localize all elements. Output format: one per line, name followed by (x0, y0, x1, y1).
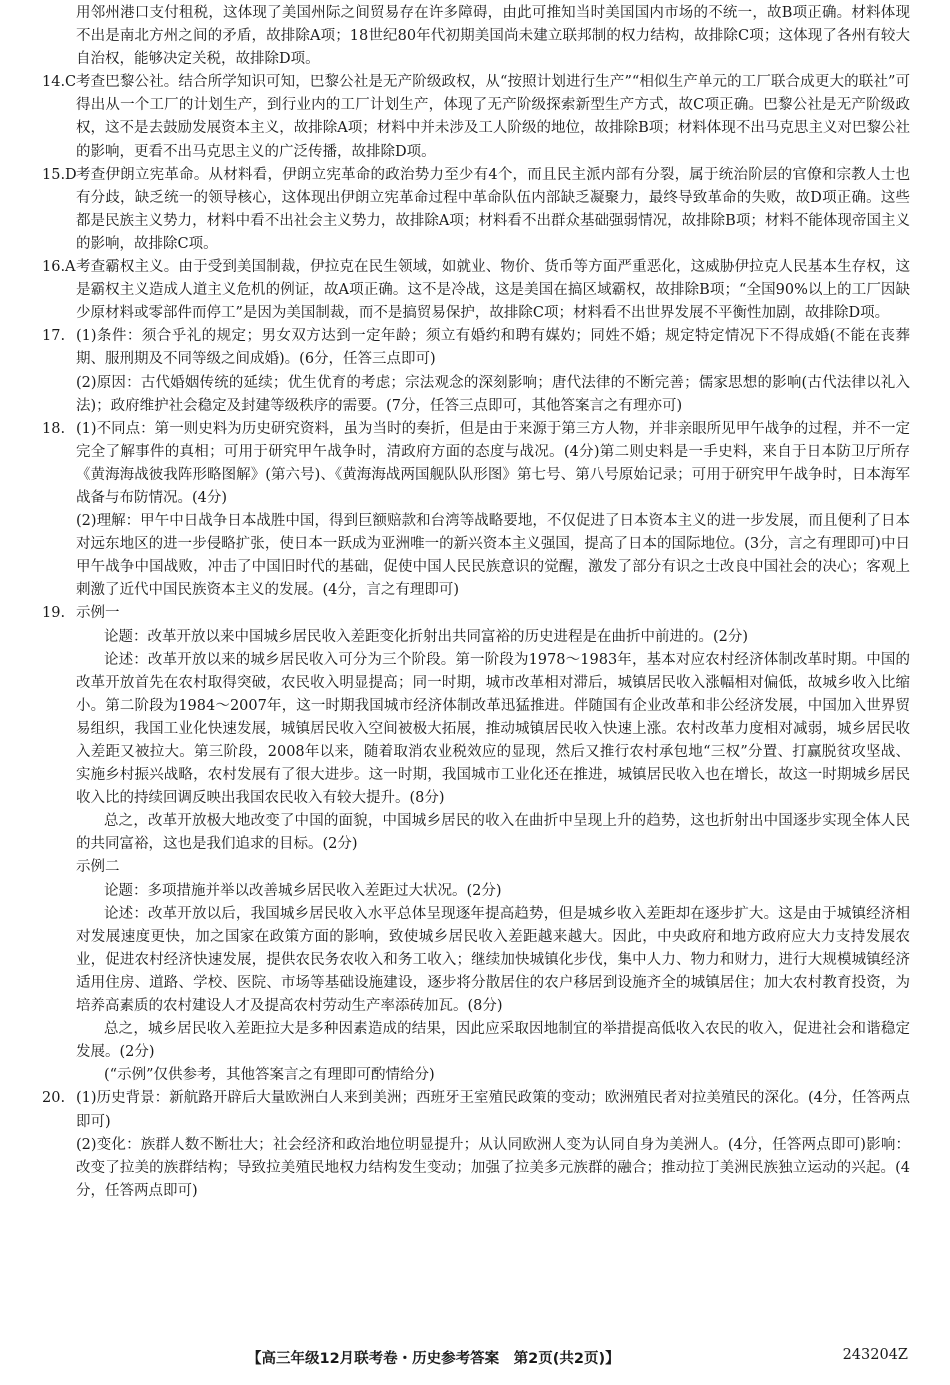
question-number: 15.D (42, 166, 77, 183)
footer-title: 【高三年级12月联考卷・历史参考答案 第2页(共2页)】 (247, 1351, 620, 1367)
question-number: 14.C (42, 74, 77, 91)
answer-paragraph (42, 510, 910, 602)
paragraph-text: 考查巴黎公社。结合所学知识可知，巴黎公社是无产阶级政权，从“按照计划进行生产”“相似生产单元的工厂联合成更大的联社”可得出从一个工厂的计划生产，到行业内的工厂计划生产，体现了无产阶级探索新型生产方式，故C项正确。巴黎公社是无产阶级政权，这不是去鼓励发展资本主义，故排除A项；材料中并未涉及工人阶级的地位，故排除B项；材料体现不出马克思主义对巴黎公社的影响，更看不出马克思主义的广泛传播，故排除D项。 (76, 74, 910, 160)
answer-paragraph (42, 1087, 910, 1133)
answer-paragraph (42, 418, 910, 510)
paragraph-text: 论述：改革开放以后，我国城乡居民收入水平总体呈现逐年提高趋势，但是城乡收入差距却在逐步扩大。这是由于城镇经济相对发展速度更快，加之国家在政策方面的影响，致使城乡居民收入差距越来越大。因此，中央政府和地方政府应大力支持发展农业，促进农村经济快速发展，提供农民务农收入和务工收入；继续加快城镇化步伐，集中人力、物力和财力，进行大规模城镇经济适用住房、道路、学校、医院、市场等基础设施建设，逐步将分散居住的农户移居到设施齐全的城镇居住；加大农村教育投资，为培养高素质的农村建设人才及提高农村劳动生产率添砖加瓦。(8分) (76, 905, 910, 1015)
paragraph-text: 示例二 (76, 859, 120, 876)
paragraph-text: 论题：多项措施并举以改善城乡居民收入差距过大状况。(2分) (104, 882, 502, 899)
question-number: 18. (42, 420, 66, 437)
paragraph-text: (1)历史背景：新航路开辟后大量欧洲白人来到美洲；西班牙王室殖民政策的变动；欧洲殖民者对拉美殖民的深化。(4分，任答两点即可) (76, 1090, 910, 1130)
answer-paragraph (42, 256, 910, 325)
answer-paragraph (42, 810, 910, 856)
paragraph-text: 示例一 (76, 605, 120, 622)
paragraph-text: 总之，城乡居民收入差距拉大是多种因素造成的结果，因此应采取因地制宜的举措提高低收入农民的收入，促进社会和谐稳定发展。(2分) (76, 1021, 910, 1061)
paragraph-text: (2)变化：族群人数不断壮大；社会经济和政治地位明显提升；从认同欧洲人变为认同自身为美洲人。(4分，任答两点即可)影响：改变了拉美的族群结构；导致拉美殖民地权力结构发生变动；加强了拉美多元族群的融合；推动拉丁美洲民族独立运动的兴起。(4分，任答两点即可) (76, 1136, 910, 1199)
answer-content (42, 0, 910, 1203)
paragraph-text: (2)理解：甲午中日战争日本战胜中国，得到巨额赔款和台湾等战略要地，不仅促进了日本资本主义的进一步发展，而且便利了日本对远东地区的进一步侵略扩张，使日本一跃成为亚洲唯一的新兴资本主义强国，提高了日本的国际地位。(3分，言之有理即可)中日甲午战争中国战败，冲击了中国旧时代的基础，促使中国人民民族意识的觉醒，激发了部分有识之士改良中国社会的决心；客观上刺激了近代中国民族资本主义的发展。(4分，言之有理即可) (76, 513, 910, 599)
answer-paragraph (42, 649, 910, 811)
answer-paragraph (42, 1134, 910, 1203)
footer-code: 243204Z (842, 1347, 908, 1363)
answer-paragraph (42, 880, 910, 903)
answer-paragraph (42, 372, 910, 418)
question-number: 19. (42, 605, 66, 622)
paragraph-text: 考查伊朗立宪革命。从材料看，伊朗立宪革命的政治势力至少有4个，而且民主派内部有分裂，属于统治阶层的官僚和宗教人士也有分歧，缺乏统一的领导核心，这体现出伊朗立宪革命过程中革命队伍内部缺乏凝聚力，最终导致革命的失败，故D项正确。这些都是民族主义势力，材料中看不出社会主义势力，故排除A项；材料看不出群众基础强弱情况，故排除B项；材料不能体现帝国主义的影响，故排除C项。 (76, 166, 910, 252)
answer-paragraph (42, 325, 910, 371)
answer-paragraph (42, 2, 910, 71)
paragraph-text: 总之，改革开放极大地改变了中国的面貌，中国城乡居民的收入在曲折中呈现上升的趋势，这也折射出中国逐步实现全体人民的共同富裕，这也是我们追求的目标。(2分) (76, 813, 910, 853)
answer-paragraph (42, 1018, 910, 1064)
paragraph-text: (1)条件：须合乎礼的规定；男女双方达到一定年龄；须立有婚约和聘有媒妁；同姓不婚；规定特定情况下不得成婚(不能在丧葬期、服刑期及不同等级之间成婚)。(6分，任答三点即可) (76, 328, 910, 368)
answer-paragraph (42, 71, 910, 163)
answer-paragraph (42, 626, 910, 649)
paragraph-text: 论题：改革开放以来中国城乡居民收入差距变化折射出共同富裕的历史进程是在曲折中前进的。(2分) (104, 628, 749, 645)
answer-paragraph (42, 856, 910, 879)
answer-paragraph (42, 903, 910, 1018)
answer-paragraph (42, 164, 910, 256)
paragraph-text: (2)原因：古代婚姻传统的延续；优生优育的考虑；宗法观念的深刻影响；唐代法律的不断完善；儒家思想的影响(古代法律以礼入法)；政府维护社会稳定及封建等级秩序的需要。(7分，任答三点即可，其他答案言之有理亦可) (76, 374, 910, 414)
answer-paragraph (42, 1064, 910, 1087)
question-number: 20. (42, 1090, 66, 1107)
answer-paragraph (42, 602, 910, 625)
paragraph-text: (1)不同点：第一则史料为历史研究资料，虽为当时的奏折，但是由于来源于第三方人物，并非亲眼所见甲午战争的过程，并不一定完全了解事件的真相；可用于研究甲午战争时，清政府方面的态度与战况。(4分)第二则史料是一手史料，来自于日本防卫厅所存《黄海海战彼我阵形略图解》(第六号)、《黄海海战两国舰队队形图》第七号、第八号原始记录；可用于研究甲午战争时，日本海军战备与布防情况。(4分) (76, 420, 910, 506)
paragraph-text: 论述：改革开放以来的城乡居民收入可分为三个阶段。第一阶段为1978～1983年，基本对应农村经济体制改革时期。中国的改革开放首先在农村取得突破，农民收入明显提高；同一时期，城市改革相对滞后，城镇居民收入涨幅相对偏低，故城乡收入比缩小。第二阶段为1984～2007年，这一时期我国城市经济体制改革迅猛推进。伴随国有企业改革和非公经济发展，中国加入世界贸易组织，我国工业化快速发展，城镇居民收入空间被极大拓展，推动城镇居民收入快速上涨。农村改革力度相对减弱，城乡居民收入差距又被拉大。第三阶段，2008年以来，随着取消农业税效应的显现，然后又推行农村承包地“三权”分置、打赢脱贫攻坚战、实施乡村振兴战略，农村发展有了很大进步。这一时期，我国城市工业化还在推进，城镇居民收入也在增长，故这一时期城乡居民收入比的持续回调反映出我国农民收入有较大提升。(8分) (76, 651, 910, 807)
question-number: 16.A (42, 259, 76, 276)
question-number: 17. (42, 328, 66, 345)
paragraph-text: 考查霸权主义。由于受到美国制裁，伊拉克在民生领域，如就业、物价、货币等方面严重恶化，这威胁伊拉克人民基本生存权，这是霸权主义造成人道主义危机的例证，故A项正确。这不是冷战，这是美国在搞区域霸权，故排除B项；“全国90%以上的工厂因缺少原材料或零部件而停工”是因为美国制裁，而不是搞贸易保护，故排除C项；材料看不出世界发展不平衡性加剧，故排除D项。 (76, 259, 910, 322)
paragraph-text: 用邻州港口支付租税，这体现了美国州际之间贸易存在许多障碍，由此可推知当时美国国内市场的不统一，故B项正确。材料体现不出是南北方州之间的矛盾，故排除A项；18世纪80年代初期美国尚未建立联邦制的权力结构，故排除C项；这体现了各州有较大自治权，能够决定关税，故排除D项。 (76, 5, 910, 68)
paragraph-text: (“示例”仅供参考，其他答案言之有理即可酌情给分) (104, 1067, 435, 1084)
